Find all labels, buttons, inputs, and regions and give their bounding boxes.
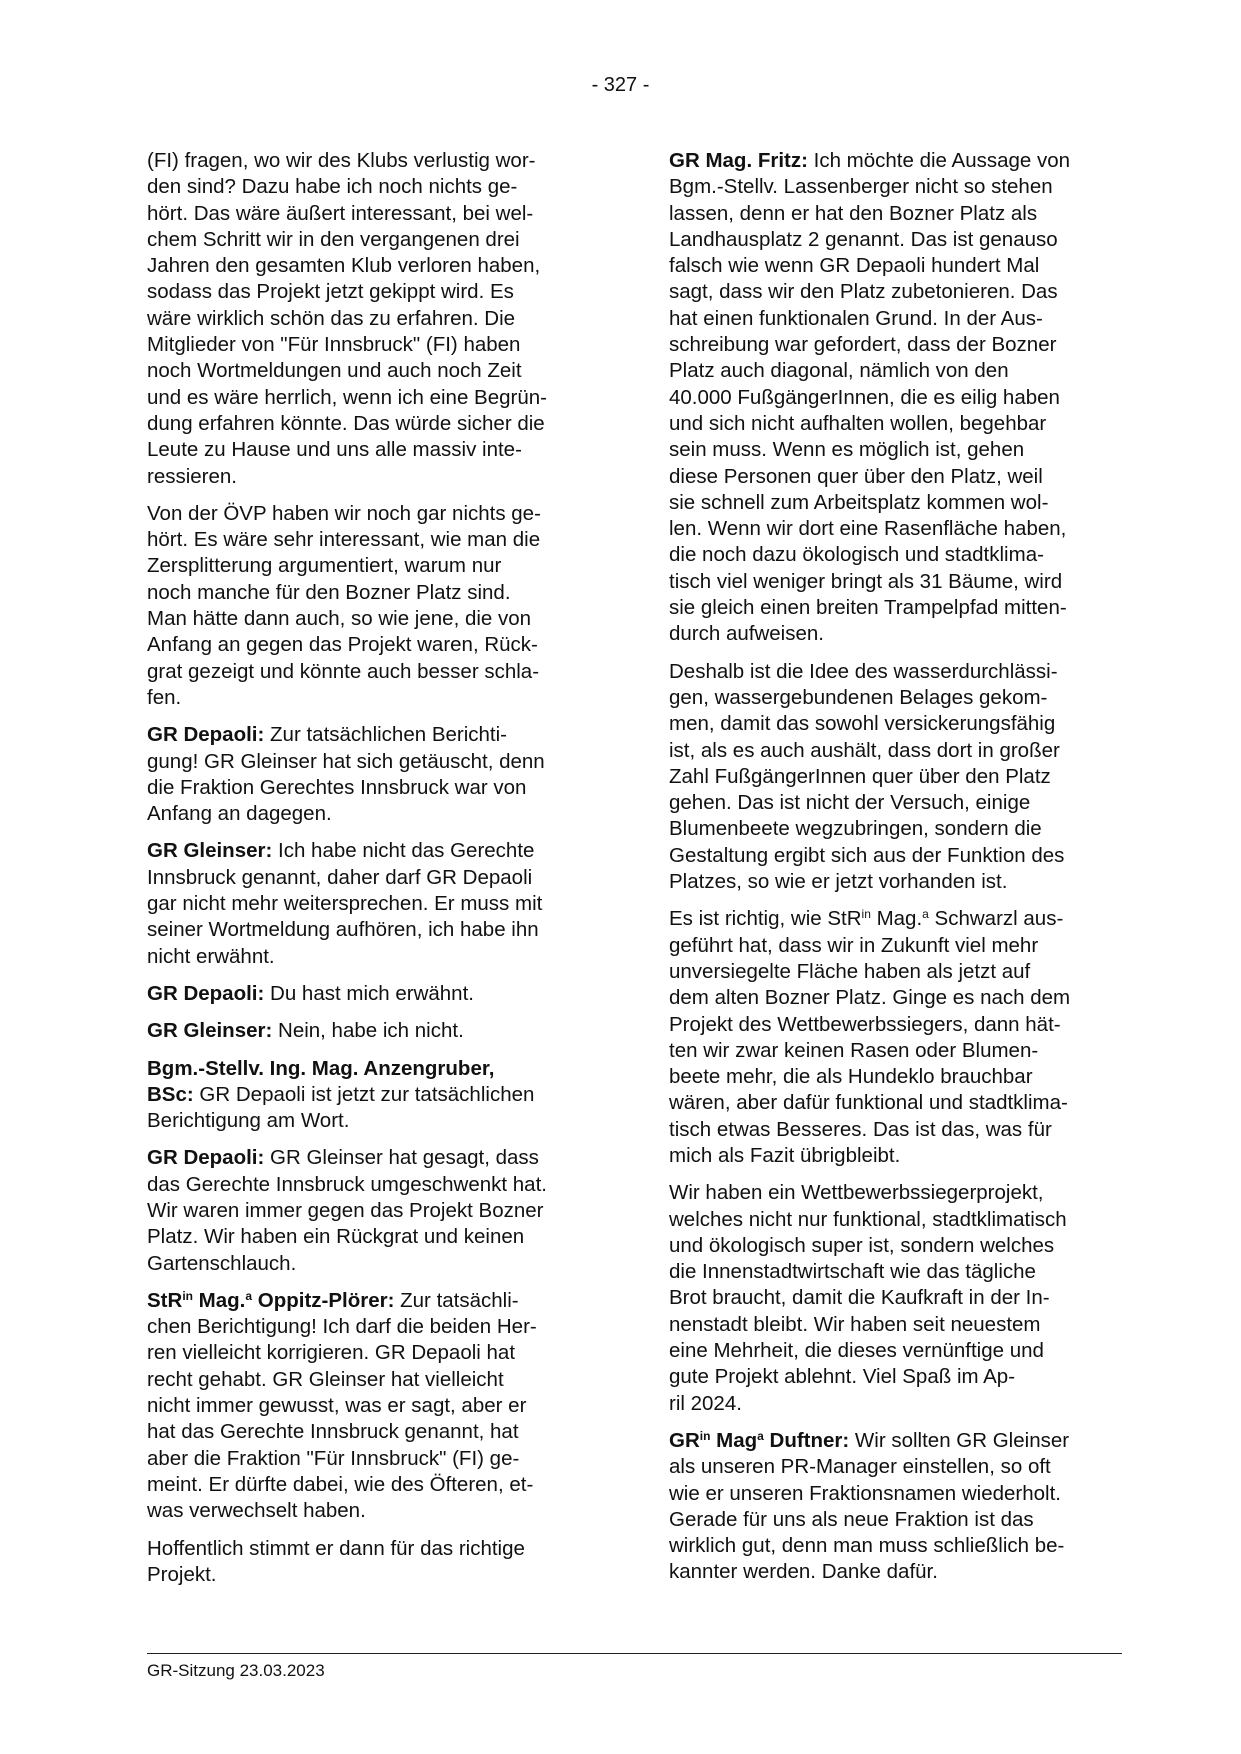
paragraph-text: Schwarzl aus- geführt hat, dass wir in Zukunft viel mehr unversiegelte Fläche haben als jetzt auf dem alten Bozner Platz. Ginge es nach dem Projekt des Wettbewerbssiegers, dann hät- ten wir zwar keinen Rasen oder Blumen- beete mehr, die als Hundeklo brauchbar wären, aber dafür funktional und stadtklima- tisch etwas Besseres. Das ist das, was für mich als Fazit übrigbleibt. <box>669 907 1071 1167</box>
speaker-name: GR Depaoli: <box>147 981 265 1005</box>
footer-divider <box>147 1653 1122 1654</box>
footer-session-date: GR-Sitzung 23.03.2023 <box>147 1661 325 1680</box>
paragraph <box>147 148 602 490</box>
speech-text: Nein, habe ich nicht. <box>272 1019 464 1043</box>
paragraph <box>669 906 1124 1169</box>
paragraph-text: Wir haben ein Wettbewerbssiegerprojekt, welches nicht nur funktional, stadtklimatisch und ökologisch super ist, sondern welches die Innenstadtwirtschaft wie das tägliche Brot braucht, damit die Kaufkraft in der In- nenstadt bleibt. Wir haben seit neuestem eine Mehrheit, die dieses vernünftige und gute Projekt ablehnt. Viel Spaß im Ap- ril 2024. <box>669 1181 1067 1415</box>
speech-text: Wir sollten GR Gleinser als unseren PR-Manager einstellen, so oft wie er unseren Fraktionsnamen wiederholt. Gerade für uns als neue Fraktion ist das wirklich gut, denn man muss schließlich be- kannter werden. Danke dafür. <box>669 1428 1070 1584</box>
speaker-surname: Duftner: <box>763 1428 850 1452</box>
paragraph <box>669 1180 1124 1417</box>
speaker-name: GR Gleinser: <box>147 839 273 863</box>
paragraph-text: (FI) fragen, wo wir des Klubs verlustig wor- den sind? Dazu habe ich noch nichts ge- hört. Das wäre äußert interessant, bei wel- chem Schritt wir in den vergangenen drei Jahren den gesamten Klub verloren haben, sodass das Projekt jetzt gekippt wird. Es wäre wirklich schön das zu erfahren. Die Mitglieder von "Für Innsbruck" (FI) haben noch Wortmeldungen und auch noch Zeit und es wäre herrlich, wenn ich eine Begrün- dung erfahren könnte. Das würde sicher die Leute zu Hause und uns alle massiv inte- ressieren. <box>147 149 547 488</box>
speaker-name <box>669 1429 849 1452</box>
speaker-title: Mag <box>710 1428 758 1452</box>
paragraph-text: Von der ÖVP haben wir noch gar nichts ge- hört. Es wäre sehr interessant, wie man die Zersplitterung argumentiert, warum nur noch manche für den Bozner Platz sind. Man hätte dann auch, so wie jene, die von Anfang an gegen das Projekt waren, Rück- grat gezeigt und könnte auch besser schla- fen. <box>147 501 541 709</box>
speech-paragraph <box>669 1428 1124 1586</box>
superscript: a <box>922 907 929 922</box>
speech-paragraph <box>147 1288 602 1525</box>
speaker-name: GR Mag. Fritz: <box>669 149 808 172</box>
speaker-name: Bgm.-Stellv. Ing. Mag. Anzengruber, BSc: <box>147 1056 495 1106</box>
right-column <box>669 148 1124 1597</box>
speaker-name <box>147 1289 394 1312</box>
speaker-surname: Oppitz-Plörer: <box>252 1288 395 1312</box>
speech-text: Ich habe nicht das Gerechte Innsbruck genannt, daher darf GR Depaoli gar nicht mehr weitersprechen. Er muss mit seiner Wortmeldung aufhören, ich habe ihn nicht erwähnt. <box>147 839 543 968</box>
superscript: in <box>861 907 871 922</box>
superscript: a <box>245 1288 253 1303</box>
paragraph-text: Es ist richtig, wie StR <box>669 907 862 931</box>
speaker-title: GR <box>669 1428 700 1452</box>
page-number: - 327 - <box>591 74 650 96</box>
speech-paragraph <box>147 1056 602 1135</box>
speech-text: Ich möchte die Aussage von Bgm.-Stellv. Lassenberger nicht so stehen lassen, denn er hat den Bozner Platz als Landhausplatz 2 genannt. Das ist genauso falsch wie wenn GR Depaoli hundert Mal sagt, dass wir den Platz zubetonieren. Das hat einen funktionalen Grund. In der Aus- schreibung war gefordert, dass der Bozner Platz auch diagonal, nämlich von den 40.000 FußgängerInnen, die es eilig haben und sich nicht aufhalten wollen, begehbar sein muss. Wenn es möglich ist, gehen diese Personen quer über den Platz, weil sie schnell zum Arbeitsplatz kommen wol- len. Wenn wir dort eine Rasenfläche haben, die noch dazu ökologisch und stadtklima- tisch viel weniger bringt als 31 Bäume, wird sie gleich einen breiten Trampelpfad mitten- durch aufweisen. <box>669 149 1071 646</box>
superscript: in <box>699 1428 711 1443</box>
speech-paragraph <box>147 722 602 827</box>
speech-paragraph <box>669 148 1124 648</box>
speech-text: Zur tatsächli- chen Berichtigung! Ich darf die beiden Her- ren vielleicht korrigieren. GR Depaoli hat recht gehabt. GR Gleinser hat vielleicht nicht immer gewusst, was er sagt, aber er hat das Gerechte Innsbruck genannt, hat aber die Fraktion "Für Innsbruck" (FI) ge- meint. Er dürfte dabei, wie des Öfteren, et- was verwechselt haben. <box>147 1288 537 1523</box>
speech-paragraph <box>147 981 602 1007</box>
paragraph <box>669 659 1124 896</box>
speaker-title: StR <box>147 1288 183 1312</box>
paragraph-text: Mag. <box>870 907 923 931</box>
superscript: a <box>757 1428 764 1443</box>
paragraph <box>147 501 602 711</box>
speech-text: Zur tatsächlichen Berichti- gung! GR Gleinser hat sich getäuscht, denn die Fraktion Gerechtes Innsbruck war von Anfang an dagegen. <box>147 723 545 826</box>
speaker-name: GR Depaoli: <box>147 723 265 747</box>
speech-text: GR Depaoli ist jetzt zur tatsächlichen Berichtigung am Wort. <box>147 1082 535 1133</box>
speaker-name: GR Depaoli: <box>147 1146 265 1170</box>
speech-paragraph <box>147 838 602 969</box>
speaker-title: Mag. <box>192 1288 246 1312</box>
paragraph-text: Deshalb ist die Idee des wasserdurchlässi- gen, wassergebundenen Belages gekom- men, damit das sowohl versickerungsfähig ist, als es auch aushält, dass dort in großer Zahl FußgängerInnen quer über den Platz gehen. Das ist nicht der Versuch, einige Blumenbeete wegzubringen, sondern die Gestaltung ergibt sich aus der Funktion des Platzes, so wie er jetzt vorhanden ist. <box>669 659 1065 894</box>
speech-text: GR Gleinser hat gesagt, dass das Gerechte Innsbruck umgeschwenkt hat. Wir waren immer gegen das Projekt Bozner Platz. Wir haben ein Rückgrat und keinen Gartenschlauch. <box>147 1146 547 1275</box>
paragraph-text: Hoffentlich stimmt er dann für das richtige Projekt. <box>147 1536 525 1586</box>
superscript: in <box>182 1288 193 1303</box>
paragraph <box>147 1536 602 1589</box>
speaker-name: GR Gleinser: <box>147 1019 273 1043</box>
speech-text: Du hast mich erwähnt. <box>264 981 474 1005</box>
speech-paragraph <box>147 1018 602 1044</box>
speech-paragraph <box>147 1145 602 1276</box>
left-column <box>147 148 602 1599</box>
